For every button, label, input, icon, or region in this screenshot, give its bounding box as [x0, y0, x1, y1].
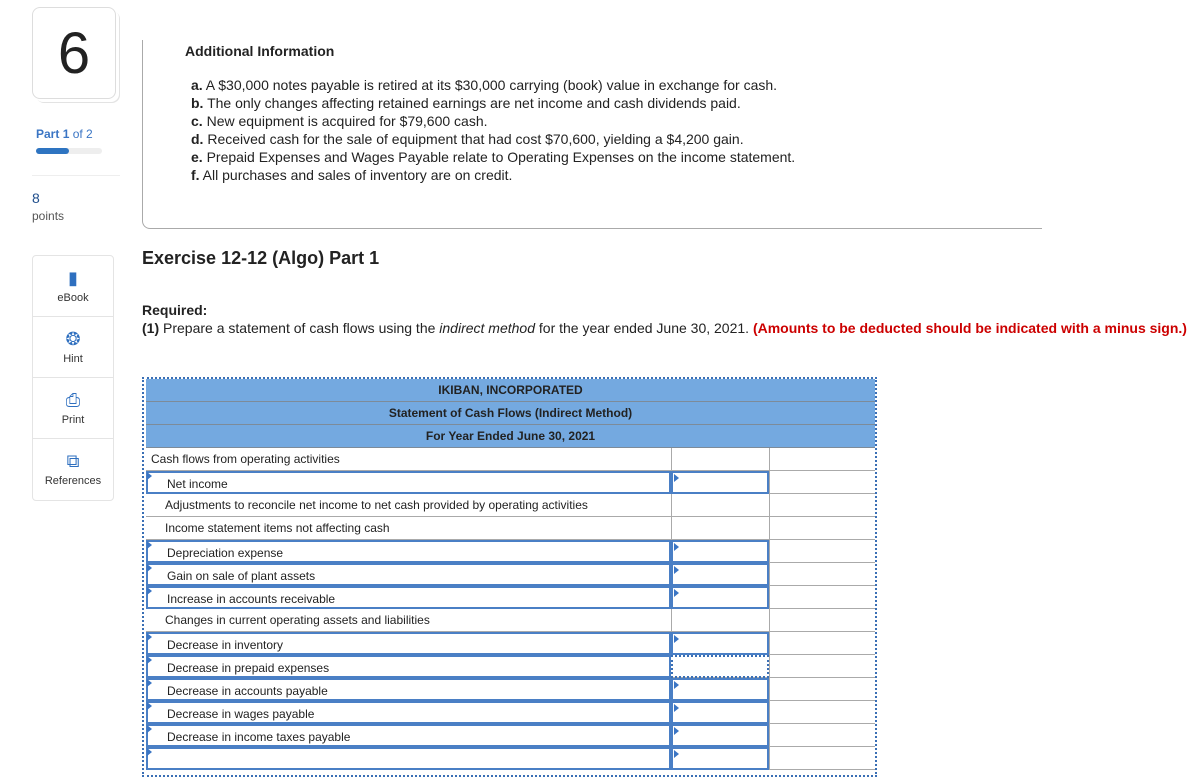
hint-button[interactable] — [33, 317, 113, 378]
info-text: New equipment is acquired for $79,600 cash. — [202, 113, 488, 129]
table-row — [146, 724, 875, 747]
dropdown-marker-icon — [147, 656, 152, 664]
print-label: Print — [61, 414, 85, 426]
total-cell — [769, 701, 877, 724]
info-list — [191, 76, 795, 184]
req-num: (1) — [142, 320, 160, 336]
info-text: The only changes affecting retained earnings are net income and cash dividends paid. — [203, 95, 741, 111]
row-label[interactable] — [146, 747, 671, 770]
amount-input[interactable] — [671, 655, 769, 678]
part-indicator — [36, 127, 93, 141]
points-label: points — [32, 209, 65, 223]
total-cell — [769, 586, 877, 609]
table-row — [146, 448, 875, 471]
ebook-button[interactable] — [33, 256, 113, 317]
part-progress-bar — [36, 148, 102, 154]
dropdown-marker-icon — [674, 727, 679, 735]
info-item — [191, 94, 795, 112]
total-cell — [769, 678, 877, 701]
dropdown-marker-icon — [674, 566, 679, 574]
row-label[interactable]: Decrease in income taxes payable — [146, 724, 671, 747]
req-italic: indirect method — [439, 320, 535, 336]
row-label: Changes in current operating assets and liabilities — [165, 613, 430, 627]
total-cell — [769, 609, 877, 632]
table-row — [146, 701, 875, 724]
info-letter: a. — [191, 77, 203, 93]
dropdown-marker-icon — [147, 679, 152, 687]
row-label[interactable]: Net income — [146, 471, 671, 494]
dropdown-marker-icon — [147, 633, 152, 641]
required-heading: Required: — [142, 302, 208, 318]
amount-input[interactable] — [671, 471, 769, 494]
total-cell — [769, 724, 877, 747]
amount-input[interactable] — [671, 586, 769, 609]
amount-input[interactable] — [671, 563, 769, 586]
part-label: Part — [36, 127, 60, 141]
info-letter: e. — [191, 149, 203, 165]
dropdown-marker-icon — [674, 704, 679, 712]
total-cell — [769, 494, 877, 517]
info-text: All purchases and sales of inventory are on credit. — [199, 167, 513, 183]
table-row — [146, 632, 875, 655]
table-row — [146, 540, 875, 563]
info-item — [191, 76, 795, 94]
info-item — [191, 166, 795, 184]
divider — [32, 175, 120, 176]
part-of: of 2 — [72, 127, 93, 141]
total-cell — [769, 563, 877, 586]
dropdown-marker-icon — [147, 725, 152, 733]
question-number: 6 — [32, 7, 116, 99]
info-letter: c. — [191, 113, 203, 129]
dropdown-marker-icon — [674, 589, 679, 597]
table-header: Statement of Cash Flows (Indirect Method) — [146, 402, 875, 425]
info-text: Received cash for the sale of equipment that had cost $70,600, yielding a $4,200 gain. — [203, 131, 744, 147]
amount-input — [671, 609, 769, 632]
dropdown-marker-icon — [147, 702, 152, 710]
dropdown-marker-icon — [674, 750, 679, 758]
req-note: (Amounts to be deducted should be indicated with a minus sign.) — [752, 320, 1187, 336]
info-letter: d. — [191, 131, 204, 147]
total-cell — [769, 540, 877, 563]
tools-panel — [32, 255, 114, 501]
dropdown-marker-icon — [674, 474, 679, 482]
amount-input — [671, 448, 769, 471]
info-letter: f. — [191, 167, 200, 183]
total-cell — [769, 517, 877, 540]
info-letter: b. — [191, 95, 204, 111]
amount-input — [671, 494, 769, 517]
table-header: For Year Ended June 30, 2021 — [146, 425, 875, 448]
points-value: 8 — [32, 190, 40, 206]
dropdown-marker-icon — [147, 472, 152, 480]
row-label: Adjustments to reconcile net income to net cash provided by operating activities — [165, 498, 588, 512]
amount-input — [671, 517, 769, 540]
table-row — [146, 494, 875, 517]
total-cell — [769, 632, 877, 655]
table-row — [146, 747, 875, 770]
table-row — [146, 655, 875, 678]
row-label[interactable]: Decrease in inventory — [146, 632, 671, 655]
table-row — [146, 678, 875, 701]
amount-input[interactable] — [671, 678, 769, 701]
dropdown-marker-icon — [147, 541, 152, 549]
info-item — [191, 130, 795, 148]
ebook-label: eBook — [57, 292, 89, 304]
dropdown-marker-icon — [674, 543, 679, 551]
amount-input[interactable] — [671, 724, 769, 747]
row-label[interactable]: Depreciation expense — [146, 540, 671, 563]
row-label[interactable]: Gain on sale of plant assets — [146, 563, 671, 586]
info-item — [191, 112, 795, 130]
req-text2: for the year ended June 30, 2021. — [535, 320, 753, 336]
info-item — [191, 148, 795, 166]
total-cell — [769, 471, 877, 494]
lifebuoy-icon: ❂ — [65, 329, 81, 349]
total-cell — [769, 655, 877, 678]
part-current: 1 — [62, 127, 70, 141]
amount-input[interactable] — [671, 701, 769, 724]
additional-information-box — [142, 40, 1042, 229]
table-row — [146, 471, 875, 494]
total-cell — [769, 448, 877, 471]
row-label[interactable]: Decrease in wages payable — [146, 701, 671, 724]
book-icon: ▮ — [68, 268, 78, 288]
row-label: Cash flows from operating activities — [151, 452, 340, 466]
exercise-title: Exercise 12-12 (Algo) Part 1 — [142, 248, 380, 268]
references-label: References — [44, 475, 102, 487]
info-text: Prepaid Expenses and Wages Payable relate to Operating Expenses on the income statement. — [202, 149, 796, 165]
dropdown-marker-icon — [147, 587, 152, 595]
row-label[interactable]: Increase in accounts receivable — [146, 586, 671, 609]
printer-icon: ⎙ — [65, 390, 81, 410]
dropdown-marker-icon — [147, 564, 152, 572]
table-header: IKIBAN, INCORPORATED — [146, 379, 875, 402]
table-row — [146, 517, 875, 540]
print-button[interactable] — [33, 378, 113, 439]
amount-input[interactable] — [671, 540, 769, 563]
copy-icon: ⧉ — [66, 451, 80, 471]
references-button[interactable] — [33, 439, 113, 500]
table-row — [146, 586, 875, 609]
row-label[interactable]: Decrease in accounts payable — [146, 678, 671, 701]
dropdown-marker-icon — [674, 635, 679, 643]
amount-input[interactable] — [671, 632, 769, 655]
dropdown-marker-icon — [147, 748, 152, 756]
req-text1: Prepare a statement of cash flows using the — [159, 320, 440, 336]
table-row — [146, 563, 875, 586]
progress-fill — [36, 148, 69, 154]
row-label: Income statement items not affecting cash — [165, 521, 390, 535]
table-row — [146, 609, 875, 632]
cash-flow-statement-table — [142, 377, 877, 777]
amount-input[interactable] — [671, 747, 769, 770]
row-label[interactable]: Decrease in prepaid expenses — [146, 655, 671, 678]
total-cell — [769, 747, 877, 770]
info-title: Additional Information — [185, 43, 335, 59]
dropdown-marker-icon — [674, 681, 679, 689]
required-instructions — [142, 319, 1187, 337]
info-text: A $30,000 notes payable is retired at its $30,000 carrying (book) value in exchange for cash. — [202, 77, 778, 93]
hint-label: Hint — [63, 353, 83, 365]
